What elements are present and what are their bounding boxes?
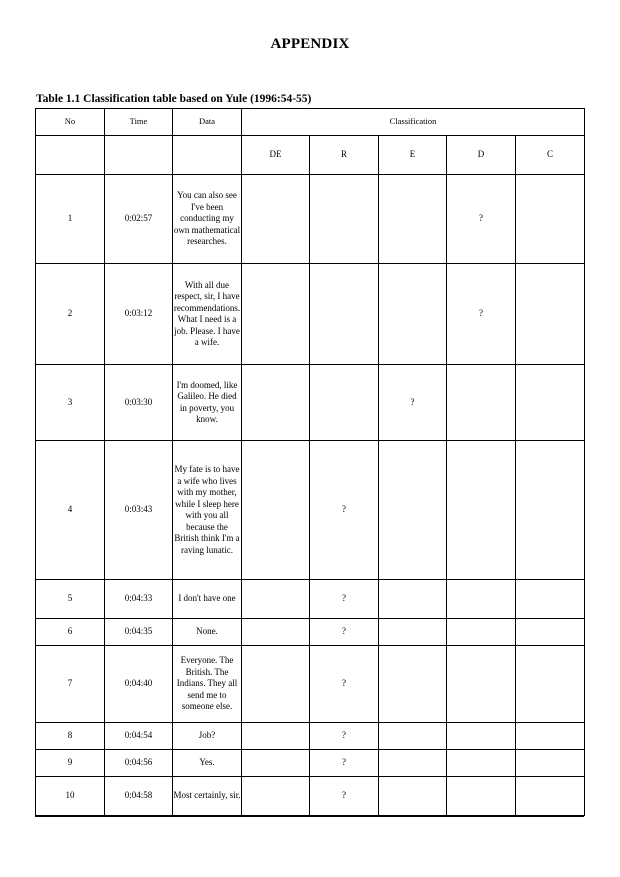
row-data-text	[173, 750, 242, 777]
classification-cell-e	[379, 777, 447, 816]
classification-cell-d	[447, 441, 516, 580]
row-time: 0:02:57	[105, 175, 173, 264]
row-data-quote: Job?	[198, 730, 216, 741]
row-number: 6	[36, 619, 105, 646]
row-time: 0:04:58	[105, 777, 173, 816]
sub-header-e: E	[379, 136, 447, 175]
classification-cell-d	[447, 723, 516, 750]
row-data-quote: I'm doomed, like Galileo. He died in poverty, you know.	[176, 379, 238, 424]
row-data-text	[173, 365, 242, 441]
classification-cell-de	[242, 264, 310, 365]
header-classification: Classification	[242, 109, 585, 136]
table-row	[36, 264, 585, 365]
classification-mark: ?	[447, 175, 516, 264]
classification-cell-e	[379, 619, 447, 646]
row-data-text	[173, 619, 242, 646]
classification-mark: ?	[310, 723, 379, 750]
row-number: 3	[36, 365, 105, 441]
header-data: Data	[173, 109, 242, 136]
row-time: 0:04:56	[105, 750, 173, 777]
row-data-quote: With all due respect, sir, I have recommendations. What I need is a job. Please. I have a wife.	[173, 279, 241, 347]
classification-cell-c	[516, 264, 585, 365]
table-row	[36, 365, 585, 441]
empty-cell	[36, 136, 105, 175]
classification-cell-d	[447, 750, 516, 777]
header-no: No	[36, 109, 105, 136]
classification-cell-de	[242, 175, 310, 264]
row-data-text	[173, 646, 242, 723]
classification-cell-de	[242, 580, 310, 619]
table-row	[36, 777, 585, 816]
row-data-text	[173, 580, 242, 619]
classification-cell-r	[310, 264, 379, 365]
row-time: 0:03:43	[105, 441, 173, 580]
classification-cell-e	[379, 264, 447, 365]
row-number: 5	[36, 580, 105, 619]
empty-cell	[173, 136, 242, 175]
sub-header-r: R	[310, 136, 379, 175]
row-number: 8	[36, 723, 105, 750]
classification-cell-e	[379, 723, 447, 750]
row-number: 1	[36, 175, 105, 264]
classification-mark: ?	[310, 441, 379, 580]
table-row	[36, 175, 585, 264]
row-number: 4	[36, 441, 105, 580]
row-number: 7	[36, 646, 105, 723]
classification-cell-e	[379, 580, 447, 619]
classification-cell-de	[242, 646, 310, 723]
row-data-quote: Most certainly, sir.	[173, 790, 241, 801]
row-data-text	[173, 777, 242, 816]
table-row	[36, 580, 585, 619]
row-number: 9	[36, 750, 105, 777]
classification-mark: ?	[310, 777, 379, 816]
classification-mark: ?	[310, 580, 379, 619]
row-data-text	[173, 175, 242, 264]
row-time: 0:04:54	[105, 723, 173, 750]
classification-cell-c	[516, 646, 585, 723]
classification-cell-e	[379, 175, 447, 264]
row-time: 0:04:40	[105, 646, 173, 723]
row-time: 0:03:30	[105, 365, 173, 441]
classification-mark: ?	[379, 365, 447, 441]
header-time: Time	[105, 109, 173, 136]
row-data-text	[173, 441, 242, 580]
table-row	[36, 441, 585, 580]
row-data-quote: None.	[196, 626, 218, 637]
classification-cell-e	[379, 750, 447, 777]
classification-cell-d	[447, 646, 516, 723]
row-data-quote: Yes.	[199, 757, 215, 768]
row-data-text	[173, 264, 242, 365]
page-bottom-rule	[35, 816, 584, 817]
row-data-quote: You can also see I've been conducting my own mathematical researches.	[173, 190, 241, 247]
table-row	[36, 723, 585, 750]
table-caption: Table 1.1 Classification table based on Yule (1996:54-55)	[36, 93, 312, 105]
classification-cell-c	[516, 441, 585, 580]
classification-cell-c	[516, 619, 585, 646]
page-title: APPENDIX	[270, 36, 350, 52]
table-row	[36, 646, 585, 723]
classification-cell-de	[242, 441, 310, 580]
classification-cell-e	[379, 646, 447, 723]
classification-mark: ?	[310, 619, 379, 646]
classification-cell-d	[447, 580, 516, 619]
classification-mark: ?	[310, 646, 379, 723]
row-time: 0:04:35	[105, 619, 173, 646]
classification-mark: ?	[447, 264, 516, 365]
row-data-quote: I don't have one	[178, 593, 236, 604]
row-time: 0:03:12	[105, 264, 173, 365]
row-number: 2	[36, 264, 105, 365]
classification-cell-r	[310, 175, 379, 264]
row-data-quote: Everyone. The British. The Indians. They all send me to someone else.	[176, 655, 238, 712]
classification-cell-c	[516, 580, 585, 619]
sub-header-d: D	[447, 136, 516, 175]
classification-cell-r	[310, 365, 379, 441]
row-time: 0:04:33	[105, 580, 173, 619]
classification-cell-c	[516, 750, 585, 777]
table-row	[36, 619, 585, 646]
classification-cell-e	[379, 441, 447, 580]
row-data-text	[173, 723, 242, 750]
classification-table	[35, 108, 585, 816]
classification-cell-c	[516, 777, 585, 816]
classification-mark: ?	[310, 750, 379, 777]
classification-cell-de	[242, 777, 310, 816]
classification-cell-de	[242, 723, 310, 750]
classification-cell-d	[447, 619, 516, 646]
table-row	[36, 750, 585, 777]
classification-cell-de	[242, 365, 310, 441]
classification-cell-de	[242, 750, 310, 777]
classification-cell-de	[242, 619, 310, 646]
empty-cell	[105, 136, 173, 175]
classification-cell-d	[447, 777, 516, 816]
classification-cell-c	[516, 723, 585, 750]
sub-header-c: C	[516, 136, 585, 175]
classification-cell-c	[516, 365, 585, 441]
sub-header-de: DE	[242, 136, 310, 175]
classification-cell-d	[447, 365, 516, 441]
row-data-quote: My fate is to have a wife who lives with my mother, while I sleep here with you all because the British think I'm a raving lunatic.	[174, 464, 240, 555]
row-number: 10	[36, 777, 105, 816]
classification-cell-c	[516, 175, 585, 264]
